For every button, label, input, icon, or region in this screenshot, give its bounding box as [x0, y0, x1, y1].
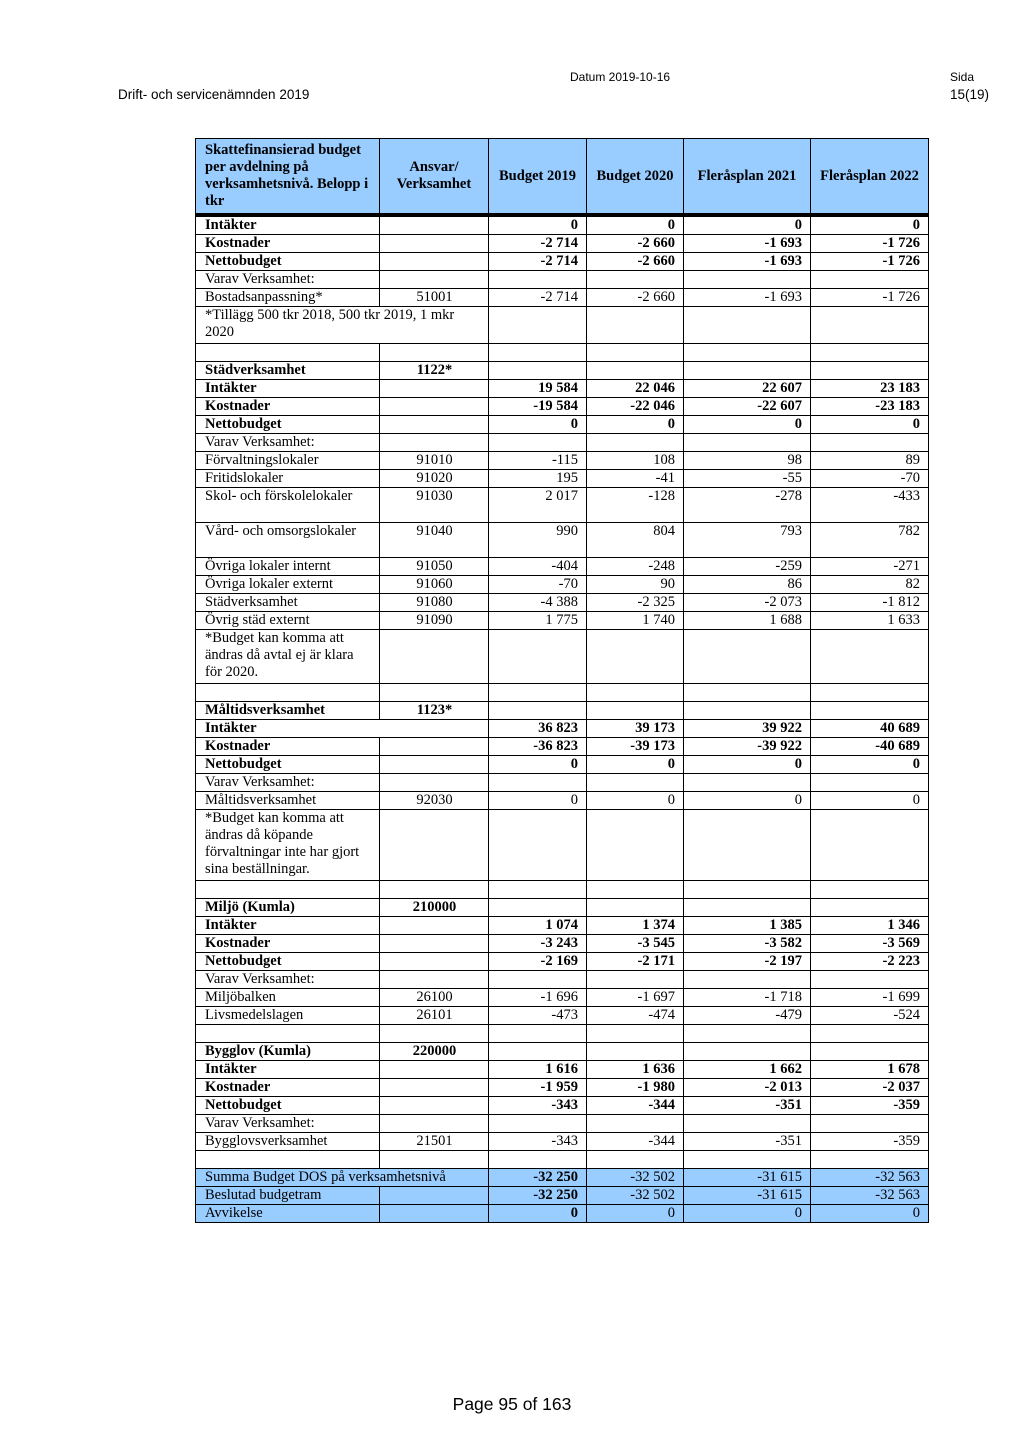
cell-value: 82 [811, 576, 929, 594]
cell-value: -2 714 [489, 289, 587, 307]
cell-value: -22 046 [587, 398, 684, 416]
row-label: Fritidslokaler [196, 470, 380, 488]
cell-value: 1 633 [811, 612, 929, 630]
cell-value: 0 [489, 416, 587, 434]
cell-value: 1 678 [811, 1061, 929, 1079]
document-date: Datum 2019-10-16 [570, 70, 671, 84]
cell-value: 1 374 [587, 917, 684, 935]
cell-value: 0 [489, 792, 587, 810]
cell-value: -359 [811, 1133, 929, 1151]
row-label: Nettobudget [196, 953, 380, 971]
row-label: Miljöbalken [196, 989, 380, 1007]
cell-value: 782 [811, 523, 929, 558]
cell-code: 91050 [380, 558, 489, 576]
cell-value: -2 169 [489, 953, 587, 971]
spacer-row [196, 344, 929, 362]
cell-value: 22 046 [587, 380, 684, 398]
table-row [196, 774, 929, 792]
cell-value: 0 [587, 756, 684, 774]
cell-value: 0 [684, 756, 811, 774]
table-row [196, 917, 929, 935]
table-row [196, 253, 929, 271]
cell-code: 26100 [380, 989, 489, 1007]
cell-value: 0 [489, 215, 587, 235]
table-row [196, 702, 929, 720]
cell-value: -32 502 [587, 1169, 684, 1187]
spacer-row [196, 1025, 929, 1043]
cell-code: 21501 [380, 1133, 489, 1151]
row-label: Kostnader [196, 935, 380, 953]
cell-value: -479 [684, 1007, 811, 1025]
row-label: Kostnader [196, 738, 380, 756]
cell-code: 26101 [380, 1007, 489, 1025]
cell-value: -2 660 [587, 235, 684, 253]
page-number: Page 95 of 163 [452, 1394, 572, 1414]
cell-value: 804 [587, 523, 684, 558]
committee-name: Drift- och servicenämnden 2019 [118, 87, 310, 102]
summary-row [196, 1169, 929, 1187]
cell-value: 39 173 [587, 720, 684, 738]
row-label: Skol- och förskolelokaler [196, 488, 380, 523]
table-row [196, 523, 929, 558]
section-title: Måltidsverksamhet [196, 702, 380, 720]
table-row [196, 720, 929, 738]
row-label: Avvikelse [196, 1205, 380, 1223]
cell-value: 0 [587, 215, 684, 235]
row-label: Varav Verksamhet: [196, 774, 380, 792]
cell-value: -23 183 [811, 398, 929, 416]
cell-value: -39 922 [684, 738, 811, 756]
table-row [196, 630, 929, 684]
table-row [196, 738, 929, 756]
table-row [196, 1133, 929, 1151]
cell-value: -1 693 [684, 289, 811, 307]
cell-value: 1 636 [587, 1061, 684, 1079]
cell-value: -1 812 [811, 594, 929, 612]
cell-value: -1 718 [684, 989, 811, 1007]
column-header: Skattefinansierad budget per avdelning på verksamhetsnivå. Belopp i tkr [196, 139, 380, 216]
cell-value: -271 [811, 558, 929, 576]
summary-row [196, 1205, 929, 1223]
cell-value: 1 385 [684, 917, 811, 935]
row-label: Nettobudget [196, 1097, 380, 1115]
cell-value: -3 582 [684, 935, 811, 953]
cell-value: -1 726 [811, 289, 929, 307]
row-note: *Tillägg 500 tkr 2018, 500 tkr 2019, 1 mkr 2020 [196, 307, 489, 344]
cell-value: 793 [684, 523, 811, 558]
cell-value: 0 [489, 756, 587, 774]
cell-value: -36 823 [489, 738, 587, 756]
cell-value: 1 616 [489, 1061, 587, 1079]
table-row [196, 1007, 929, 1025]
cell-value: 0 [811, 1205, 929, 1223]
cell-value: 0 [811, 416, 929, 434]
cell-value: -2 714 [489, 253, 587, 271]
table-row [196, 416, 929, 434]
cell-value: -1 980 [587, 1079, 684, 1097]
row-label: Städverksamhet [196, 594, 380, 612]
page-reference: 15(19) [950, 87, 990, 102]
cell-value: -70 [811, 470, 929, 488]
cell-value: -343 [489, 1097, 587, 1115]
cell-value: -41 [587, 470, 684, 488]
cell-value: 1 740 [587, 612, 684, 630]
cell-code: 91010 [380, 452, 489, 470]
summary-row [196, 1187, 929, 1205]
row-note: *Budget kan komma att ändras då avtal ej är klara för 2020. [196, 630, 380, 684]
cell-value: -128 [587, 488, 684, 523]
cell-value: -359 [811, 1097, 929, 1115]
table-row [196, 398, 929, 416]
cell-value: 86 [684, 576, 811, 594]
cell-value: 0 [684, 792, 811, 810]
cell-value: 90 [587, 576, 684, 594]
column-header: Budget 2019 [489, 139, 587, 216]
row-label: Nettobudget [196, 416, 380, 434]
cell-value: -404 [489, 558, 587, 576]
table-row [196, 792, 929, 810]
cell-value: 0 [811, 215, 929, 235]
cell-value: -3 569 [811, 935, 929, 953]
table-header-row [196, 139, 929, 216]
cell-value: 36 823 [489, 720, 587, 738]
table-row [196, 434, 929, 452]
row-label: Beslutad budgetram [196, 1187, 380, 1205]
row-label: Varav Verksamhet: [196, 971, 380, 989]
cell-code: 51001 [380, 289, 489, 307]
cell-value: -22 607 [684, 398, 811, 416]
cell-code: 91080 [380, 594, 489, 612]
cell-value: -1 699 [811, 989, 929, 1007]
column-header: Fleråsplan 2021 [684, 139, 811, 216]
row-label: Varav Verksamhet: [196, 271, 380, 289]
cell-value: -1 726 [811, 235, 929, 253]
row-label: Summa Budget DOS på verksamhetsnivå [196, 1169, 489, 1187]
row-label: Vård- och omsorgslokaler [196, 523, 380, 558]
cell-value: -40 689 [811, 738, 929, 756]
row-label: Varav Verksamhet: [196, 1115, 380, 1133]
cell-value: -344 [587, 1133, 684, 1151]
table-row [196, 271, 929, 289]
table-row [196, 989, 929, 1007]
cell-value: -474 [587, 1007, 684, 1025]
row-label: Kostnader [196, 1079, 380, 1097]
cell-value: -2 013 [684, 1079, 811, 1097]
cell-value: 108 [587, 452, 684, 470]
cell-value: -2 325 [587, 594, 684, 612]
table-row [196, 362, 929, 380]
cell-value: 40 689 [811, 720, 929, 738]
cell-value: -248 [587, 558, 684, 576]
cell-value: 2 017 [489, 488, 587, 523]
cell-value: -19 584 [489, 398, 587, 416]
cell-value: -1 697 [587, 989, 684, 1007]
cell-code: 1122* [380, 362, 489, 380]
table-row [196, 1097, 929, 1115]
row-label: Bygglovsverksamhet [196, 1133, 380, 1151]
cell-value: -55 [684, 470, 811, 488]
cell-value: -2 660 [587, 253, 684, 271]
cell-value: 0 [684, 1205, 811, 1223]
cell-code: 91020 [380, 470, 489, 488]
table-row [196, 1061, 929, 1079]
cell-value: -3 243 [489, 935, 587, 953]
cell-value: 98 [684, 452, 811, 470]
row-label: Nettobudget [196, 756, 380, 774]
cell-value: -1 726 [811, 253, 929, 271]
cell-value: 0 [587, 1205, 684, 1223]
cell-value: -2 223 [811, 953, 929, 971]
cell-value: 0 [684, 215, 811, 235]
cell-value: 1 662 [684, 1061, 811, 1079]
cell-value: -344 [587, 1097, 684, 1115]
cell-value: 195 [489, 470, 587, 488]
cell-value: 89 [811, 452, 929, 470]
cell-value: -1 693 [684, 253, 811, 271]
section-title: Miljö (Kumla) [196, 899, 380, 917]
spacer-row [196, 684, 929, 702]
cell-code: 91030 [380, 488, 489, 523]
row-label: Förvaltningslokaler [196, 452, 380, 470]
section-title: Bygglov (Kumla) [196, 1043, 380, 1061]
table-row [196, 594, 929, 612]
cell-value: 0 [489, 1205, 587, 1223]
spacer-row [196, 881, 929, 899]
table-row [196, 935, 929, 953]
cell-value: -70 [489, 576, 587, 594]
row-label: Kostnader [196, 235, 380, 253]
row-note: *Budget kan komma att ändras då köpande förvaltningar inte har gjort sina beställningar. [196, 810, 380, 881]
row-label: Livsmedelslagen [196, 1007, 380, 1025]
cell-value: -2 171 [587, 953, 684, 971]
cell-code: 91040 [380, 523, 489, 558]
cell-value: 0 [587, 792, 684, 810]
cell-code: 220000 [380, 1043, 489, 1061]
cell-value: 0 [587, 416, 684, 434]
cell-value: -39 173 [587, 738, 684, 756]
cell-code: 91090 [380, 612, 489, 630]
row-label: Intäkter [196, 1061, 380, 1079]
row-label: Varav Verksamhet: [196, 434, 380, 452]
table-row [196, 576, 929, 594]
cell-value: -2 197 [684, 953, 811, 971]
cell-value: 0 [684, 416, 811, 434]
table-row [196, 488, 929, 523]
cell-value: -2 037 [811, 1079, 929, 1097]
row-label: Övriga lokaler externt [196, 576, 380, 594]
column-header: Fleråsplan 2022 [811, 139, 929, 216]
cell-value: -1 959 [489, 1079, 587, 1097]
cell-value: -351 [684, 1133, 811, 1151]
cell-value: -259 [684, 558, 811, 576]
table-row [196, 215, 929, 235]
cell-value: -433 [811, 488, 929, 523]
cell-value: -524 [811, 1007, 929, 1025]
table-row [196, 235, 929, 253]
table-row [196, 612, 929, 630]
table-row [196, 1115, 929, 1133]
row-label: Bostadsanpassning* [196, 289, 380, 307]
budget-table [195, 138, 929, 1223]
cell-value: 1 688 [684, 612, 811, 630]
table-row [196, 470, 929, 488]
cell-value: 22 607 [684, 380, 811, 398]
table-row [196, 953, 929, 971]
table-row [196, 289, 929, 307]
table-row [196, 307, 929, 344]
cell-value: -32 563 [811, 1187, 929, 1205]
cell-value: 990 [489, 523, 587, 558]
cell-value: -32 250 [489, 1169, 587, 1187]
table-row [196, 756, 929, 774]
cell-value: -343 [489, 1133, 587, 1151]
column-header: Ansvar/ Verksamhet [380, 139, 489, 216]
cell-value: -3 545 [587, 935, 684, 953]
cell-value: 39 922 [684, 720, 811, 738]
cell-value: -278 [684, 488, 811, 523]
spacer-row [196, 1151, 929, 1169]
cell-value: 1 775 [489, 612, 587, 630]
row-label: Intäkter [196, 917, 380, 935]
table-row [196, 452, 929, 470]
cell-value: 19 584 [489, 380, 587, 398]
cell-value: -351 [684, 1097, 811, 1115]
cell-value: -32 250 [489, 1187, 587, 1205]
table-row [196, 1043, 929, 1061]
section-title: Städverksamhet [196, 362, 380, 380]
cell-value: -31 615 [684, 1187, 811, 1205]
cell-value: -2 073 [684, 594, 811, 612]
cell-value: 1 346 [811, 917, 929, 935]
row-label: Nettobudget [196, 253, 380, 271]
table-row [196, 810, 929, 881]
column-header: Budget 2020 [587, 139, 684, 216]
cell-code: 92030 [380, 792, 489, 810]
cell-value: -115 [489, 452, 587, 470]
cell-value: -32 563 [811, 1169, 929, 1187]
cell-value: -473 [489, 1007, 587, 1025]
row-label: Kostnader [196, 398, 380, 416]
cell-value: 0 [811, 792, 929, 810]
cell-value: -4 388 [489, 594, 587, 612]
cell-value: -31 615 [684, 1169, 811, 1187]
page-label: Sida [950, 70, 975, 84]
table-row [196, 971, 929, 989]
cell-value: -2 714 [489, 235, 587, 253]
cell-value: -1 693 [684, 235, 811, 253]
cell-value: 1 074 [489, 917, 587, 935]
row-label: Intäkter [196, 215, 380, 235]
cell-value: -1 696 [489, 989, 587, 1007]
table-row [196, 558, 929, 576]
table-row [196, 380, 929, 398]
cell-value: -2 660 [587, 289, 684, 307]
row-label: Intäkter [196, 380, 380, 398]
row-label: Övriga lokaler internt [196, 558, 380, 576]
cell-code: 1123* [380, 702, 489, 720]
table-row [196, 899, 929, 917]
cell-value: -32 502 [587, 1187, 684, 1205]
row-label: Övrig städ externt [196, 612, 380, 630]
table-row [196, 1079, 929, 1097]
row-label: Måltidsverksamhet [196, 792, 380, 810]
cell-code: 91060 [380, 576, 489, 594]
cell-value: 0 [811, 756, 929, 774]
row-label: Intäkter [196, 720, 489, 738]
cell-code: 210000 [380, 899, 489, 917]
cell-value: 23 183 [811, 380, 929, 398]
